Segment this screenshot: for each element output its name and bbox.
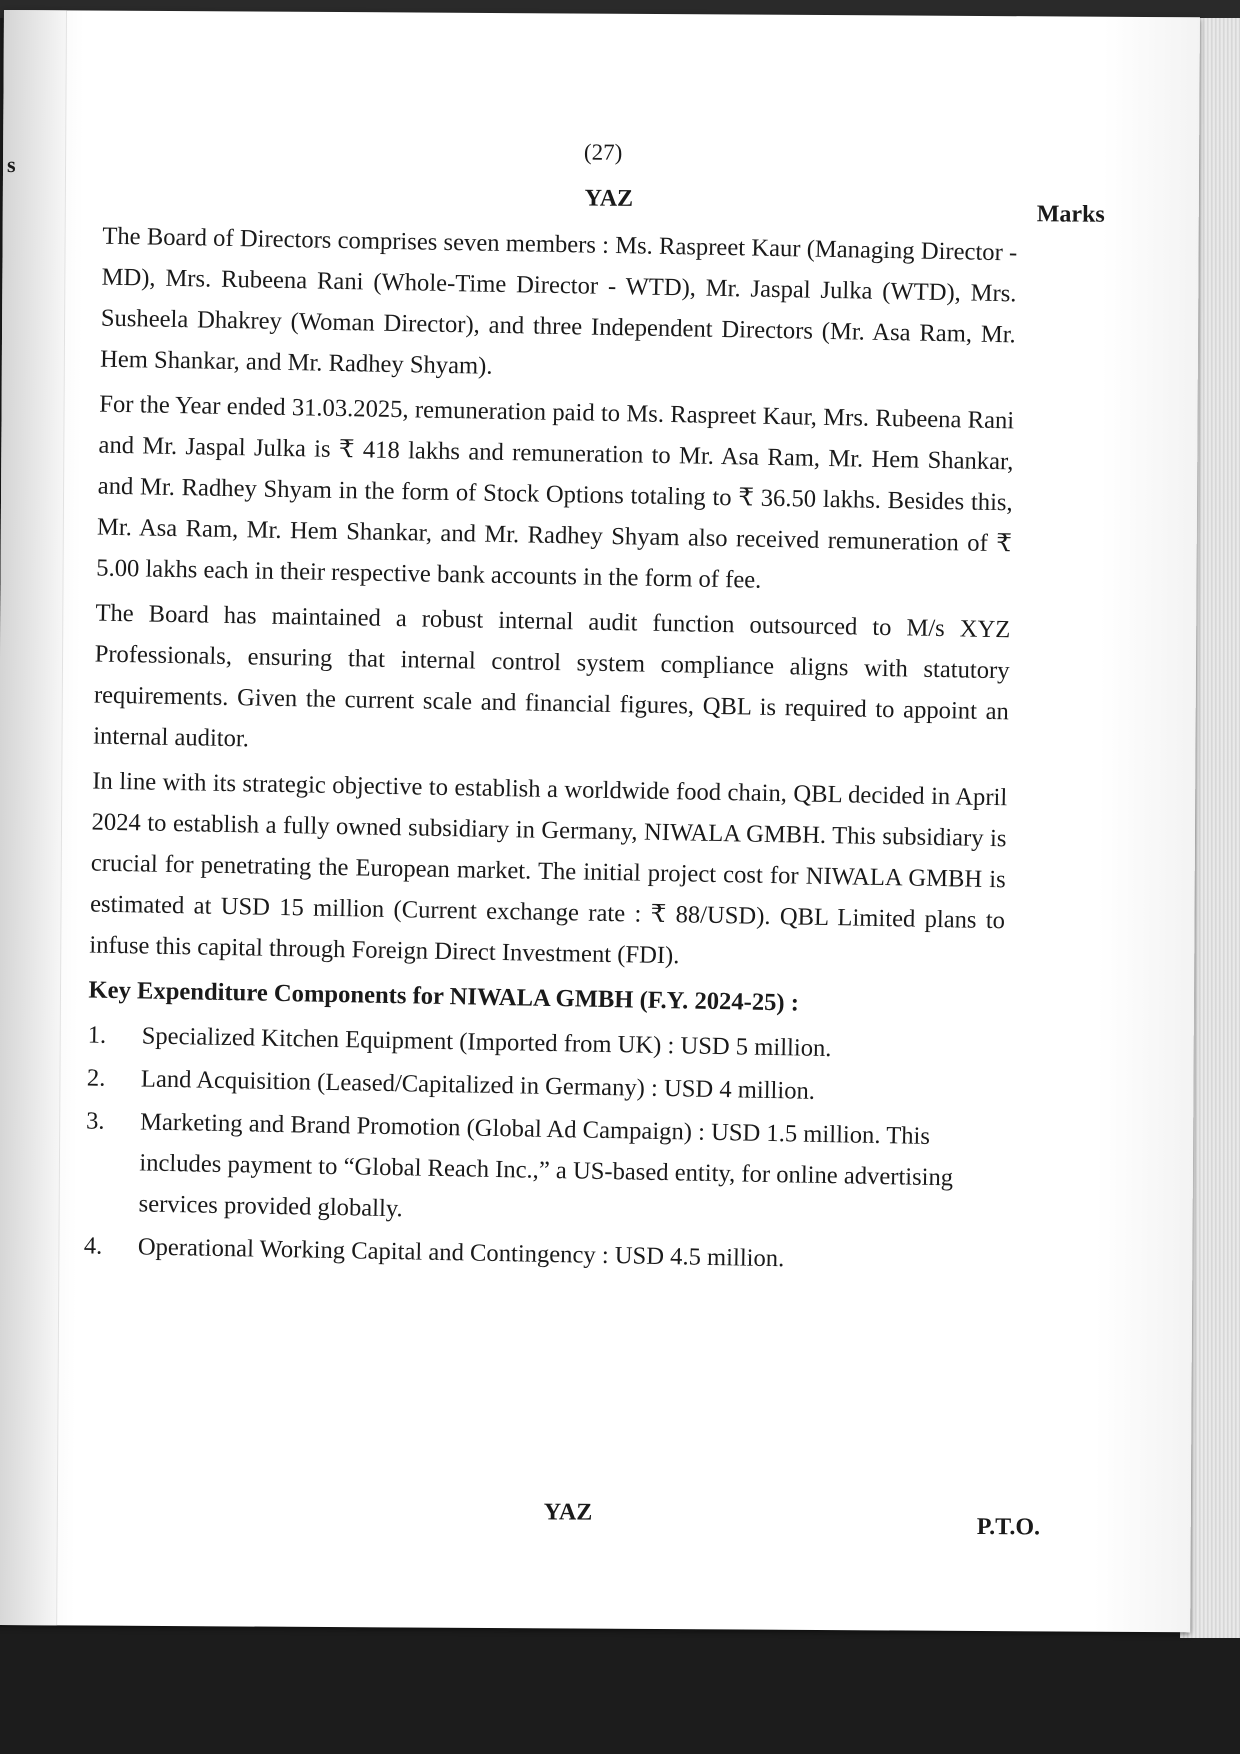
list-item-text: Specialized Kitchen Equipment (Imported from UK) : USD 5 million. <box>141 1022 832 1063</box>
list-item-text: Marketing and Brand Promotion (Global Ad Campaign) : USD 1.5 million. This includes payment to “Global Reach Inc.,” a US-based entity, for online advertising services provided globally. <box>138 1108 954 1223</box>
page-binding-edge <box>0 10 67 1625</box>
paper-code-footer: YAZ <box>543 1499 593 1526</box>
please-turn-over: P.T.O. <box>976 1513 1041 1541</box>
list-item <box>84 1100 1001 1240</box>
exam-page <box>0 10 1200 1632</box>
paragraph-board: The Board of Directors comprises seven members : Ms. Raspreet Kaur (Managing Director - MD), Mrs. Rubeena Rani (Whole-Time Director - WTD), Mr. Jaspal Julka (WTD), Mrs. Susheela Dhakrey (Woman Director), and three Independent Directors (Mr. Asa Ram, Mr. Hem Shankar, and Mr. Radhey Shyam). <box>99 222 1018 380</box>
paragraph-remuneration: For the Year ended 31.03.2025, remuneration paid to Ms. Raspreet Kaur, Mrs. Rubeena Rani and Mr. Jaspal Julka is ₹ 418 lakhs and remuneration to Mr. Asa Ram, Mr. Hem Shankar, and Mr. Radhey Shyam in the form of Stock Options totaling to ₹ 36.50 lakhs. Besides this, Mr. Asa Ram, Mr. Hem Shankar, and Mr. Radhey Shyam also received remuneration of ₹ 5.00 lakhs each in their respective bank accounts in the form of fee. <box>96 390 1015 594</box>
list-item-number: 3. <box>85 1107 105 1135</box>
list-item-text: Operational Working Capital and Contingency : USD 4.5 million. <box>137 1233 785 1273</box>
margin-mark: s <box>6 152 16 178</box>
marks-column-label: Marks <box>1036 201 1105 228</box>
paragraph-subsidiary: In line with its strategic objective to establish a worldwide food chain, QBL decided in April 2024 to establish a fully owned subsidiary in Germany, NIWALA GMBH. This subsidiary is crucial for penetrating the European market. The initial project cost for NIWALA GMBH is estimated at USD 15 million (Current exchange rate : ₹ 88/USD). QBL Limited plans to infuse this capital through Foreign Direct Investment (FDI). <box>89 767 1008 970</box>
list-item-text: Land Acquisition (Leased/Capitalized in Germany) : USD 4 million. <box>140 1065 816 1105</box>
paragraph-internal-audit: The Board has maintained a robust internal audit function outsourced to M/s XYZ Professionals, ensuring that internal control system compliance aligns with statutory requirements. Given the current scale and financial figures, QBL is required to appoint an internal auditor. <box>92 599 1011 753</box>
expenditure-heading: Key Expenditure Components for NIWALA GMBH (F.Y. 2024-25) : <box>88 976 800 1017</box>
list-item-number: 1. <box>87 1021 107 1049</box>
list-item-number: 2. <box>86 1064 106 1092</box>
list-item-number: 4. <box>83 1232 103 1260</box>
question-content <box>83 216 1017 1286</box>
expenditure-list <box>83 1014 1002 1283</box>
page-number: (27) <box>583 139 623 165</box>
paper-code-header: YAZ <box>584 185 634 212</box>
